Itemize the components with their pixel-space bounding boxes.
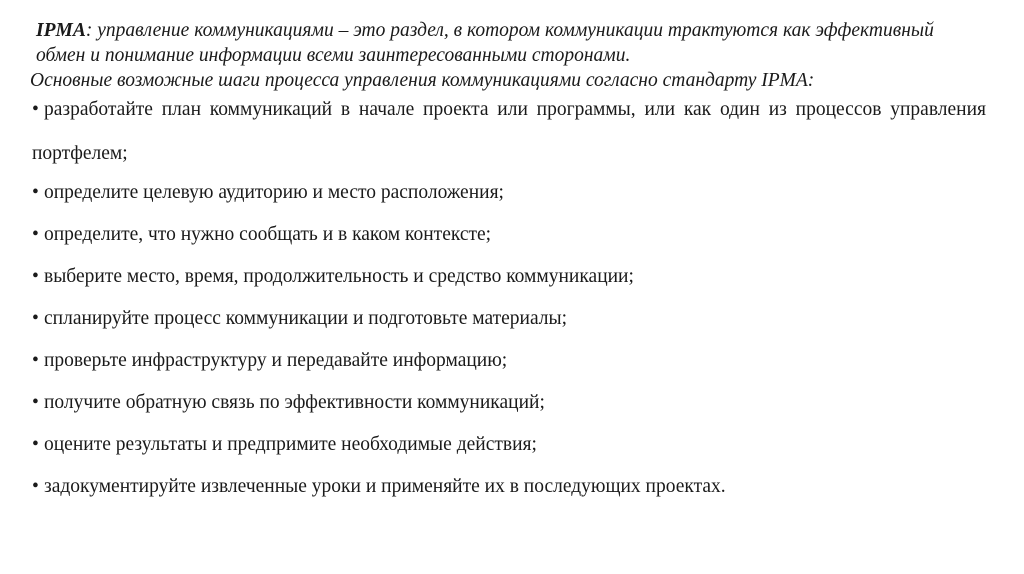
list-item — [28, 266, 986, 288]
step-text: определите, что нужно сообщать и в каком контексте; — [44, 224, 492, 245]
intro-text: : управление коммуникациями – это раздел, в котором коммуникации трактуются как эффективный обмен и понимание информации всеми заинтересованными сторонами. — [36, 20, 934, 66]
list-item — [28, 88, 986, 176]
list-item — [28, 350, 986, 372]
bullet-icon: • — [32, 99, 39, 120]
list-item — [28, 182, 986, 204]
steps-title: Основные возможные шаги процесса управления коммуникациями согласно стандарту IPMA: — [30, 70, 815, 91]
bullet-icon: • — [32, 476, 39, 497]
bullet-icon: • — [32, 350, 39, 371]
step-text: выберите место, время, продолжительность и средство коммуникации; — [44, 266, 634, 287]
step-text: задокументируйте извлеченные уроки и применяйте их в последующих проектах. — [44, 476, 726, 497]
steps-list — [28, 88, 986, 498]
step-text: спланируйте процесс коммуникации и подготовьте материалы; — [44, 308, 568, 329]
list-item — [28, 476, 986, 498]
list-item — [28, 434, 986, 456]
bullet-icon: • — [32, 224, 39, 245]
bullet-icon: • — [32, 434, 39, 455]
step-text: проверьте инфраструктуру и передавайте информацию; — [44, 350, 508, 371]
step-text: определите целевую аудиторию и место расположения; — [44, 182, 504, 203]
step-text: оцените результаты и предпримите необходимые действия; — [44, 434, 537, 455]
step-text: получите обратную связь по эффективности коммуникаций; — [44, 392, 545, 413]
bullet-icon: • — [32, 308, 39, 329]
ipma-abbreviation: IPMA — [36, 20, 86, 41]
bullet-icon: • — [32, 266, 39, 287]
bullet-icon: • — [32, 392, 39, 413]
list-item — [28, 392, 986, 414]
step-text: разработайте план коммуникаций в начале проекта или программы, или как один из процессов управления портфелем; — [32, 99, 986, 164]
bullet-icon: • — [32, 182, 39, 203]
list-item — [28, 224, 986, 246]
list-item — [28, 308, 986, 330]
slide-content — [28, 18, 986, 518]
intro-definition — [28, 18, 986, 68]
